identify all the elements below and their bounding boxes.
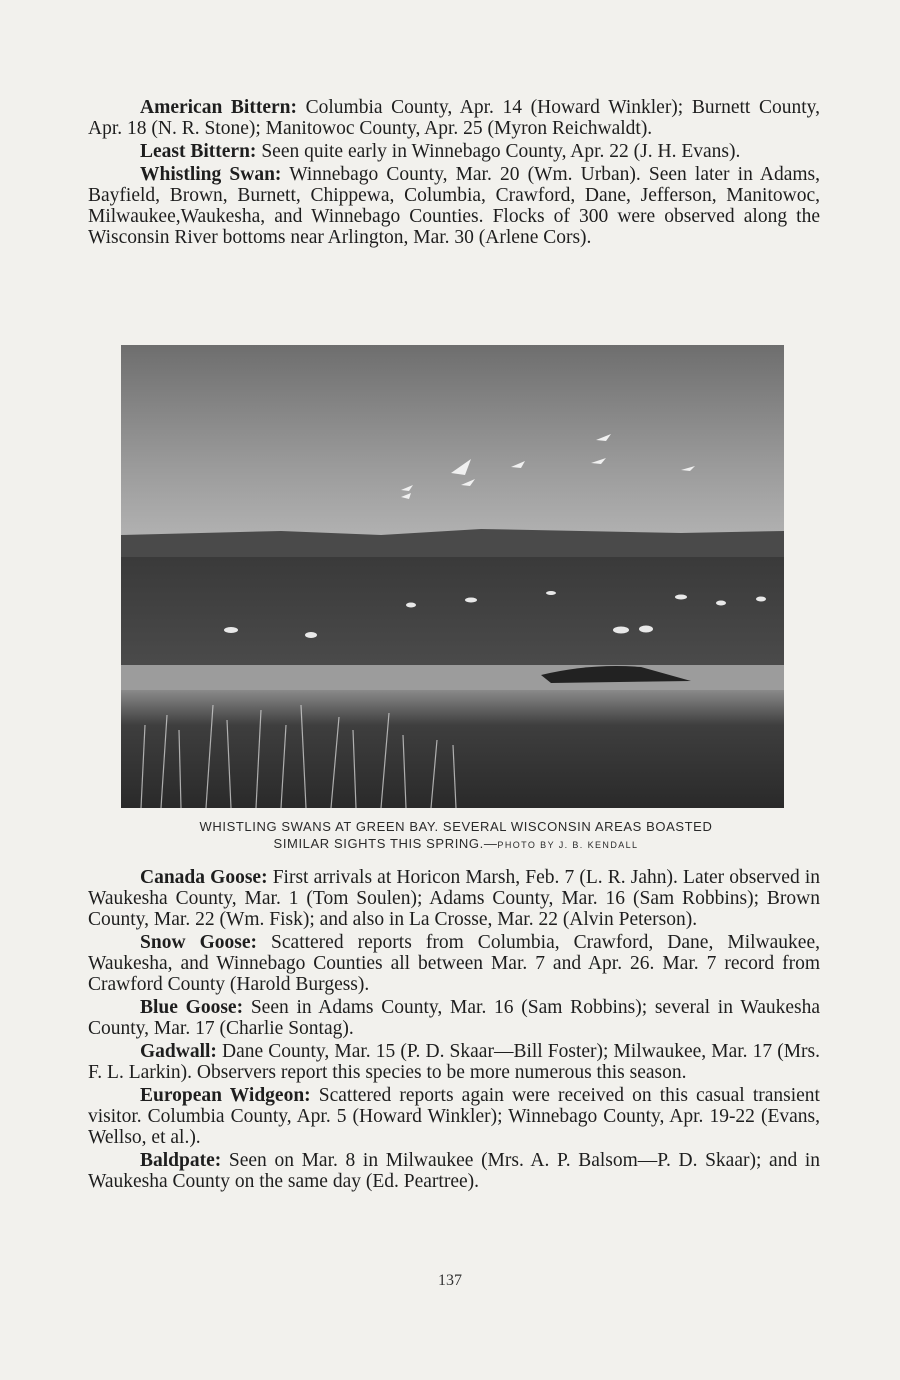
entry-snow-goose: Snow Goose: Scattered reports from Columbia, Crawford, Dane, Milwaukee, Waukesha, and Winnebago Counties all between Mar. 7 and Apr. 26. Mar. 7 record from Crawford County (Harold Burgess). (88, 932, 820, 995)
caption-line-1: WHISTLING SWANS AT GREEN BAY. SEVERAL WISCONSIN AREAS BOASTED (199, 819, 713, 834)
bottom-text-block (88, 867, 820, 1194)
entry-gadwall: Gadwall: Dane County, Mar. 15 (P. D. Skaar—Bill Foster); Milwaukee, Mar. 17 (Mrs. F. L. Larkin). Observers report this species to be more numerous this season. (88, 1041, 820, 1083)
swans-photo (121, 345, 784, 808)
entry-american-bittern: American Bittern: Columbia County, Apr. 14 (Howard Winkler); Burnett County, Apr. 18 (N. R. Stone); Manitowoc County, Apr. 25 (Myron Reichwaldt). (88, 97, 820, 139)
entry-blue-goose: Blue Goose: Seen in Adams County, Mar. 16 (Sam Robbins); several in Waukesha County, Mar. 17 (Charlie Sontag). (88, 997, 820, 1039)
caption-line-2: SIMILAR SIGHTS THIS SPRING.—PHOTO BY J. B. KENDALL (273, 836, 639, 851)
photo-caption (100, 818, 812, 854)
photo-credit: PHOTO BY J. B. KENDALL (497, 840, 639, 850)
swans-photo-image (121, 345, 784, 808)
entry-canada-goose: Canada Goose: First arrivals at Horicon Marsh, Feb. 7 (L. R. Jahn). Later observed in Waukesha County, Mar. 1 (Tom Soulen); Adams County, Mar. 16 (Sam Robbins); Brown County, Mar. 22 (Wm. Fisk); and also in La Crosse, Mar. 22 (Alvin Peterson). (88, 867, 820, 930)
entry-least-bittern: Least Bittern: Seen quite early in Winnebago County, Apr. 22 (J. H. Evans). (140, 141, 741, 162)
entry-european-widgeon: European Widgeon: Scattered reports again were received on this casual transient visitor. Columbia County, Apr. 5 (Howard Winkler); Winnebago County, Apr. 19-22 (Evans, Wellso, et al.). (88, 1085, 820, 1148)
top-text-block (88, 97, 820, 250)
entry-baldpate: Baldpate: Seen on Mar. 8 in Milwaukee (Mrs. A. P. Balsom—P. D. Skaar); and in Waukesha County on the same day (Ed. Peartree). (88, 1150, 820, 1192)
page-number: 137 (438, 1272, 462, 1289)
entry-whistling-swan: Whistling Swan: Winnebago County, Mar. 20 (Wm. Urban). Seen later in Adams, Bayfield, Brown, Burnett, Chippewa, Columbia, Crawford, Dane, Jefferson, Manitowoc, Milwaukee,Waukesha, and Winnebago Counties. Flocks of 300 were observed along the Wisconsin River bottoms near Arlington, Mar. 30 (Arlene Cors). (88, 164, 820, 248)
